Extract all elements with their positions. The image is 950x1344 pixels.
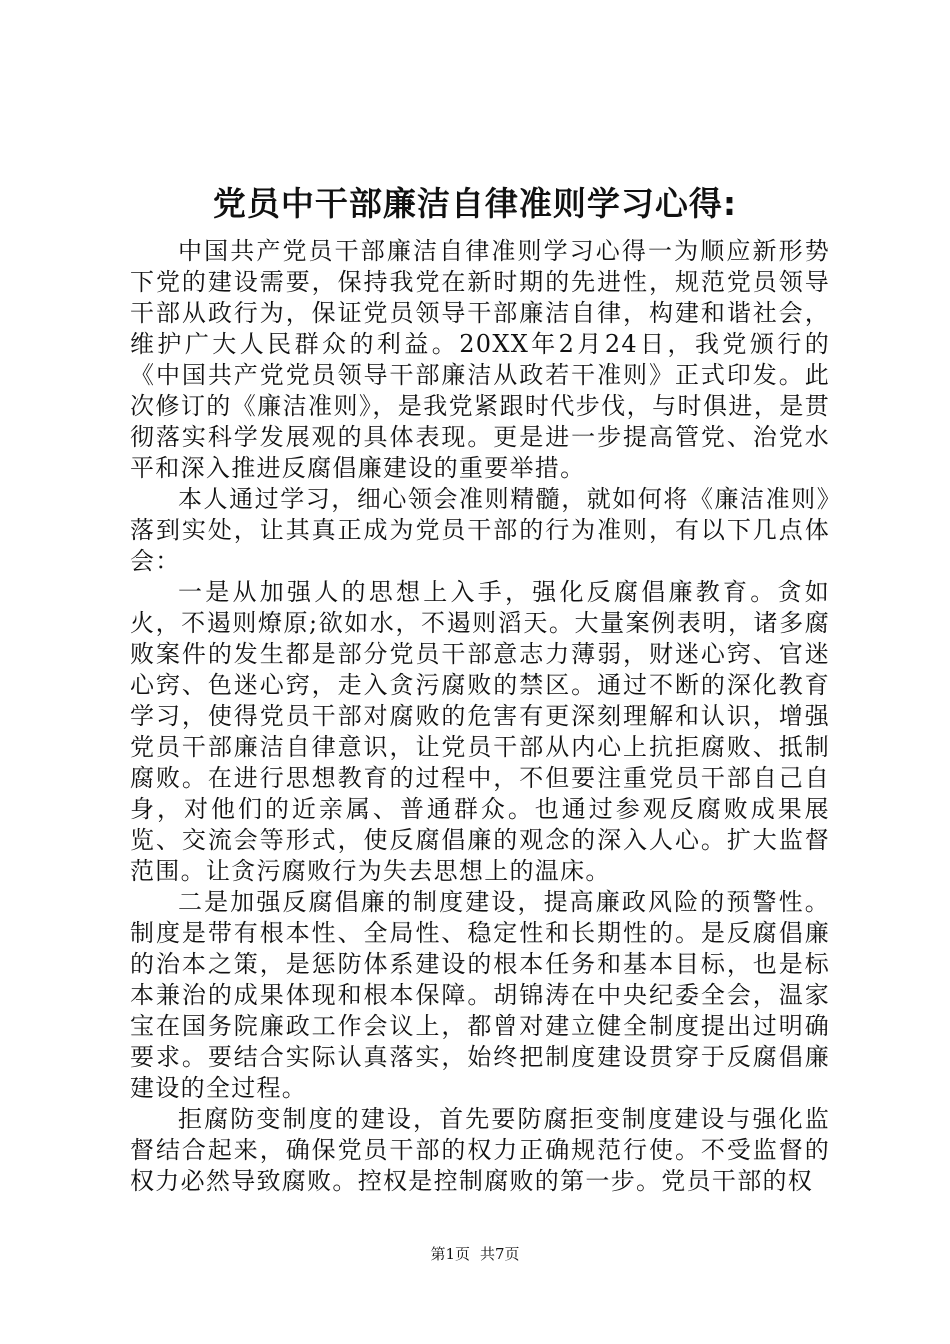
paragraph-2: 本人通过学习，细心领会准则精髓，就如何将《廉洁准则》落到实处，让其真正成为党员干部的行为准则，有以下几点体会： xyxy=(130,485,830,575)
page-footer xyxy=(0,1244,950,1264)
document-title: 党员中干部廉洁自律准则学习心得: xyxy=(212,184,738,223)
paragraph-3: 一是从加强人的思想上入手，强化反腐倡廉教育。贪如火，不遏则燎原;欲如水，不遏则滔天。大量案例表明，诸多腐败案件的发生都是部分党员干部意志力薄弱，财迷心窍、官迷心窍、色迷心窍，走入贪污腐败的禁区。通过不断的深化教育学习，使得党员干部对腐败的危害有更深刻理解和认识，增强党员干部廉洁自律意识，让党员干部从内心上抗拒腐败、抵制腐败。在进行思想教育的过程中，不但要注重党员干部自己自身，对他们的近亲属、普通群众。也通过参观反腐败成果展览、交流会等形式，使反腐倡廉的观念的深入人心。扩大监督范围。让贪污腐败行为失去思想上的温床。 xyxy=(130,578,830,885)
total-pages: 共7页 xyxy=(480,1245,520,1263)
document-body xyxy=(130,236,830,1197)
paragraph-1: 中国共产党员干部廉洁自律准则学习心得一为顺应新形势下党的建设需要，保持我党在新时期的先进性，规范党员领导干部从政行为，保证党员领导干部廉洁自律，构建和谐社会，维护广大人民群众的利益。20XX年2月24日，我党颁行的《中国共产党党员领导干部廉洁从政若干准则》正式印发。此次修订的《廉洁准则》，是我党紧跟时代步伐，与时俱进，是贯彻落实科学发展观的具体表现。更是进一步提高管党、治党水平和深入推进反腐倡廉建设的重要举措。 xyxy=(130,237,830,482)
paragraph-5: 拒腐防变制度的建设，首先要防腐拒变制度建设与强化监督结合起来，确保党员干部的权力正确规范行使。不受监督的权力必然导致腐败。控权是控制腐败的第一步。党员干部的权 xyxy=(130,1105,830,1195)
paragraph-4: 二是加强反腐倡廉的制度建设，提高廉政风险的预警性。制度是带有根本性、全局性、稳定性和长期性的。是反腐倡廉的治本之策，是惩防体系建设的根本任务和基本目标，也是标本兼治的成果体现和根本保障。胡锦涛在中央纪委全会，温家宝在国务院廉政工作会议上，都曾对建立健全制度提出过明确要求。要结合实际认真落实，始终把制度建设贯穿于反腐倡廉建设的全过程。 xyxy=(130,888,830,1102)
page-number: 第1页 xyxy=(430,1245,470,1263)
